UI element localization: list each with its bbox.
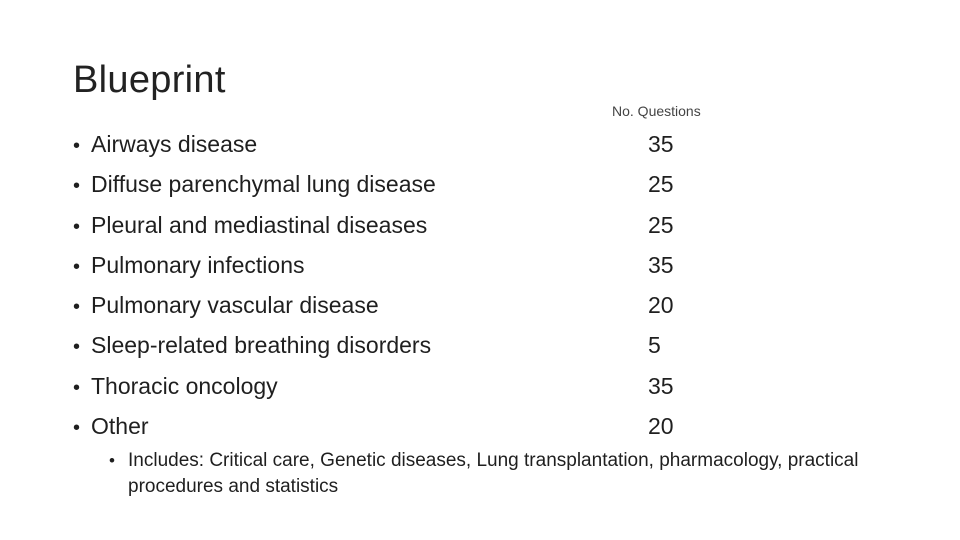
topic-item xyxy=(73,207,436,247)
question-count-list xyxy=(648,126,674,448)
topic-item xyxy=(73,287,436,327)
question-count: 5 xyxy=(648,332,661,359)
bullet-icon: • xyxy=(73,296,81,319)
bullet-icon: • xyxy=(73,417,81,440)
bullet-icon: • xyxy=(73,135,81,157)
bullet-icon: • xyxy=(73,255,81,278)
topic-label: Sleep-related breathing disorders xyxy=(91,332,432,359)
topic-item xyxy=(73,247,436,287)
question-count: 20 xyxy=(648,292,674,319)
bullet-icon: • xyxy=(73,215,81,238)
topic-label: Pleural and mediastinal diseases xyxy=(91,211,428,238)
question-count: 35 xyxy=(648,251,674,278)
column-header-questions: No. Questions xyxy=(612,103,701,119)
topic-label: Pulmonary vascular disease xyxy=(91,292,379,319)
slide-title: Blueprint xyxy=(73,59,226,101)
question-count: 25 xyxy=(648,171,674,198)
question-count: 25 xyxy=(648,211,674,238)
question-count: 35 xyxy=(648,131,674,157)
question-count: 20 xyxy=(648,413,674,440)
topic-label: Airways disease xyxy=(91,131,258,157)
bullet-icon: • xyxy=(73,376,81,399)
topic-label: Pulmonary infections xyxy=(91,251,305,278)
includes-note-text: Includes: Critical care, Genetic diseases, Lung transplantation, pharmacology, practical procedures and statistics xyxy=(128,450,859,497)
topic-list xyxy=(73,126,436,448)
topic-item xyxy=(73,327,436,367)
topic-label: Thoracic oncology xyxy=(91,372,278,399)
includes-note xyxy=(109,448,909,500)
bullet-icon: • xyxy=(73,175,81,198)
bullet-icon: • xyxy=(73,336,81,359)
topic-item xyxy=(73,126,436,166)
topic-item xyxy=(73,166,436,206)
topic-label: Other xyxy=(91,413,149,440)
question-count: 35 xyxy=(648,372,674,399)
topic-item xyxy=(73,408,436,448)
bullet-icon: • xyxy=(109,451,115,470)
topic-item xyxy=(73,368,436,408)
topic-label: Diffuse parenchymal lung disease xyxy=(91,171,436,198)
